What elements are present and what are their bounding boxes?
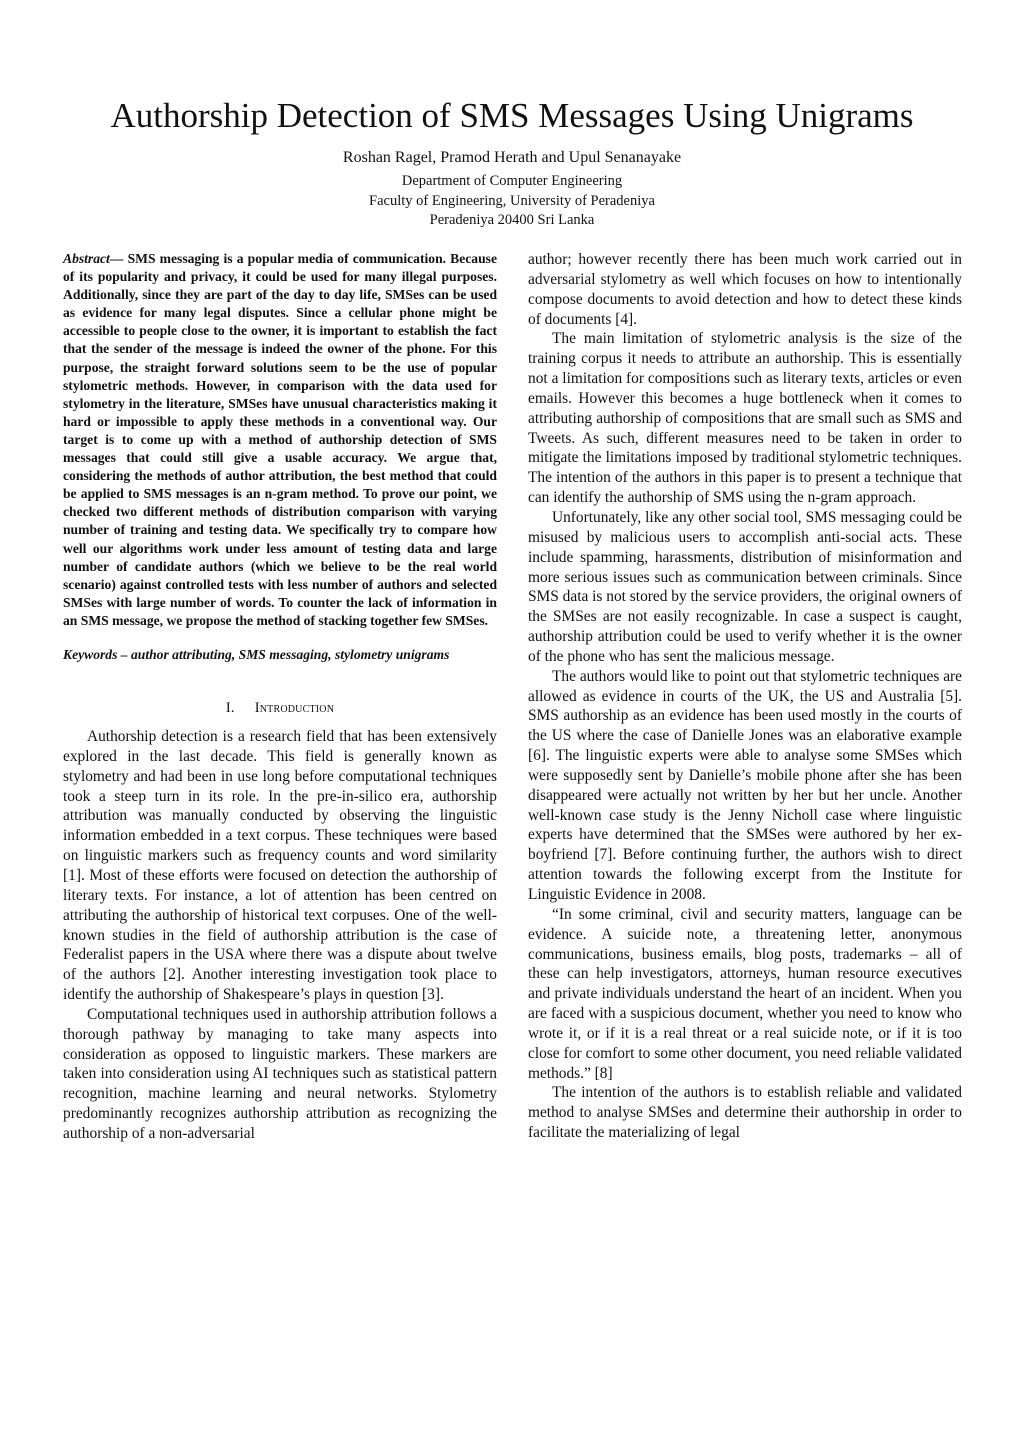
affiliation-line: Peradeniya 20400 Sri Lanka — [429, 212, 595, 228]
body-paragraph: Computational techniques used in authorship attribution follows a thorough pathway by managing to take many aspects into consideration as opposed to linguistic markers. These markers are taken into consideration using AI techniques such as statistical pattern recognition, machine learning and neural networks. Stylometry predominantly recognizes authorship attribution as recognizing the authorship of a non-adversarial — [63, 1005, 497, 1142]
affiliation-block — [0, 172, 1024, 231]
body-paragraph: The authors would like to point out that stylometric techniques are allowed as evidence in courts of the UK, the US and Australia [5]. SMS authorship as an evidence has been used mostly in the courts of the US where the case of Danielle Jones was an elaborative example [6]. The linguistic experts were able to analyse some SMSes which were supposedly sent by Danielle’s mobile phone after she has been disappeared were actually not written by her but her uncle. Another well-known case study is the Jenny Nicholl case where linguistic experts have determined that the SMSes were authored by her ex-boyfriend [7]. Before continuing further, the authors wish to direct attention towards the following excerpt from the Institute for Linguistic Evidence in 2008. — [528, 667, 962, 903]
right-column — [528, 250, 962, 1143]
body-paragraph: author; however recently there has been much work carried out in adversarial stylometry as well which focuses on how to intentionally compose documents to avoid detection and how to detect these kinds of documents [4]. — [528, 251, 962, 328]
left-column — [63, 250, 497, 1144]
body-paragraph: Authorship detection is a research field that has been extensively explored in the last decade. This field is generally known as stylometry and had been in use long before computational techniques took a steep turn in its role. In the pre-in-silico era, authorship attribution was manually conducted by observing the linguistic information embedded in a text corpus. These techniques were based on linguistic markers such as frequency counts and word similarity [1]. Most of these efforts were focused on detection the authorship of literary texts. For instance, a lot of attention has been centred on attributing the authorship of historical text corpuses. One of the well-known studies in the field of authorship attribution is the case of Federalist papers in the USA where there was a dispute about twelve of the authors [2]. Another interesting investigation took place to identify the authorship of Shakespeare’s plays in question [3]. — [63, 728, 497, 1004]
affiliation-line: Faculty of Engineering, University of Peradeniya — [369, 192, 655, 209]
quote-paragraph: “In some criminal, civil and security matters, language can be evidence. A suicide note, a threatening letter, anonymous communications, business emails, blog posts, trademarks – all of these can help investigators, attorneys, human resource executives and private individuals understand the heart of an incident. When you are faced with a suspicious document, whether you need to know who wrote it, or if it is a real threat or a real suicide note, or if it is too close for comfort to some other document, you need reliable validated methods.” [8] — [528, 905, 962, 1082]
body-paragraph: The intention of the authors is to establish reliable and validated method to analyse SMSes and determine their authorship in order to facilitate the materializing of legal — [528, 1084, 962, 1142]
section-title: Introduction — [254, 700, 335, 717]
section-number: I. — [225, 700, 235, 717]
body-paragraph: Unfortunately, like any other social tool, SMS messaging could be misused by malicious users to accomplish anti-social acts. These include spamming, harassments, distribution of misinformation and more serious issues such as communication between criminals. Since SMS data is not stored by the service providers, the original owners of the SMSes are not easily recognizable. In case a suspect is caught, authorship attribution could be used to verify whether it is the owner of the phone who has sent the malicious message. — [528, 508, 962, 665]
abstract-text: SMS messaging is a popular media of communication. Because of its popularity and privacy, it could be used for many illegal purposes. Additionally, since they are part of the day to day life, SMSes can be used as evidence for many legal disputes. Since a cellular phone might be accessible to people close to the owner, it is important to establish the fact that the sender of the message is indeed the owner of the phone. For this purpose, the straight forward solutions seem to be the use of popular stylometric methods. However, in comparison with the data used for stylometry in the literature, SMSes have unusual characteristics making it hard or impossible to apply these methods in a conventional way. Our target is to come up with a method of authorship detection of SMS messages that could still give a usable accuracy. We argue that, considering the methods of author attribution, the best method that could be applied to SMS messages is an n-gram method. To prove our point, we checked two different methods of distribution comparison with varying number of training and testing data. We specifically try to compare how well our algorithms work under less amount of testing data and large number of candidate authors (which we believe to be the real world scenario) against controlled tests with less number of authors and selected SMSes with large number of words. To counter the lack of information in an SMS message, we propose the method of stacking together few SMSes. — [63, 251, 497, 628]
author-list: Roshan Ragel, Pramod Herath and Upul Senanayake — [342, 149, 682, 166]
body-paragraph: The main limitation of stylometric analysis is the size of the training corpus it needs to attribute an authorship. This is essentially not a limitation for compositions such as literary texts, articles or even emails. However this becomes a huge bottleneck when it comes to attributing authorship of compositions that are small such as SMS and Tweets. As such, different measures need to be taken in order to mitigate the limitations imposed by traditional stylometric techniques. The intention of the authors in this paper is to present a technique that can identify the authorship of SMS using the n-gram approach. — [528, 330, 962, 507]
keywords: Keywords – author attributing, SMS messaging, stylometry unigrams — [63, 646, 450, 662]
abstract — [63, 250, 497, 630]
paper-title: Authorship Detection of SMS Messages Using Unigrams — [110, 96, 914, 135]
affiliation-line: Department of Computer Engineering — [401, 173, 623, 189]
section-heading — [63, 700, 497, 717]
abstract-lead: Abstract— — [63, 251, 124, 266]
